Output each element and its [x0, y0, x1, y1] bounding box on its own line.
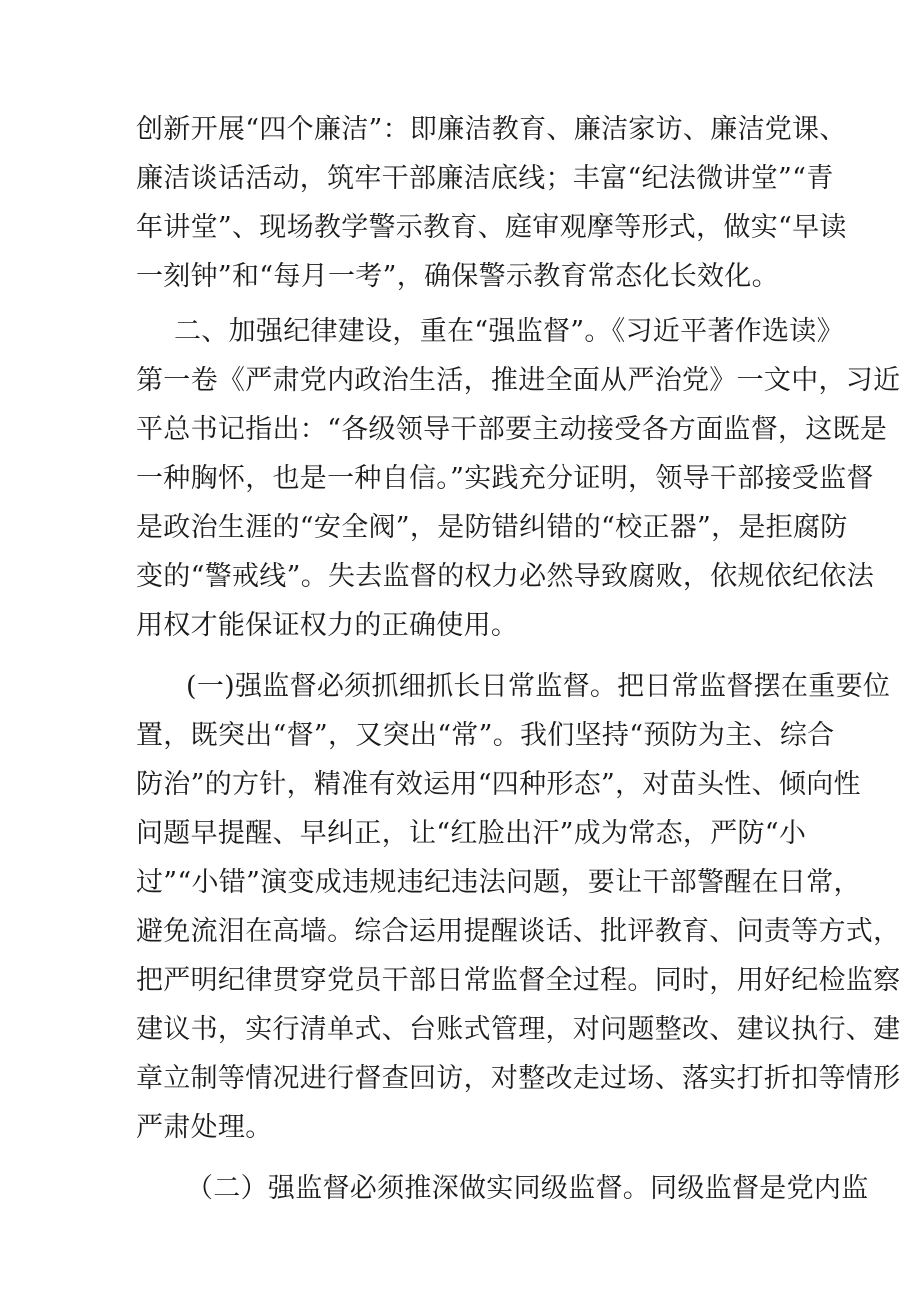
paragraph-1-line-1: 创新开展“四个廉洁”：即廉洁教育、廉洁家访、廉洁党课、 [136, 114, 847, 145]
paragraph-2-line-7: 用权才能保证权力的正确使用。 [136, 610, 519, 641]
paragraph-1 [136, 105, 847, 301]
paragraph-3-line-4: 问题早提醒、早纠正，让“红脸出汗”成为常态，严防“小 [136, 818, 807, 849]
paragraph-3-line-9: 章立制等情况进行督查回访，对整改走过场、落实打折扣等情形 [136, 1063, 901, 1094]
paragraph-4-line-1: （二）强监督必须推深做实同级监督。同级监督是党内监 [186, 1173, 869, 1204]
paragraph-3-line-5: 过”“小错”演变成违规违纪违法问题，要让干部警醒在日常， [136, 867, 861, 898]
paragraph-1-line-4: 一刻钟”和“每月一考”，确保警示教育常态化长效化。 [136, 261, 779, 292]
paragraph-2-line-3: 平总书记指出：“各级领导干部要主动接受各方面监督，这既是 [136, 414, 888, 445]
paragraph-3-line-8: 建议书，实行清单式、台账式管理，对问题整改、建议执行、建 [136, 1014, 901, 1045]
paragraph-3-line-3: 防治”的方针，精准有效运用“四种形态”，对苗头性、倾向性 [136, 769, 861, 800]
paragraph-2-line-5: 是政治生涯的“安全阀”，是防错纠错的“校正器”，是拒腐防 [136, 512, 848, 543]
document-body [136, 105, 901, 1213]
paragraph-3-line-2: 置，既突出“督”，又突出“常”。我们坚持“预防为主、综合 [136, 720, 835, 751]
paragraph-2-line-6: 变的“警戒线”。失去监督的权力必然导致腐败，依规依纪依法 [136, 561, 875, 592]
paragraph-3-line-6: 避免流泪在高墙。综合运用提醒谈话、批评教育、问责等方式， [136, 916, 901, 947]
paragraph-2-line-4: 一种胸怀，也是一种自信。”实践充分证明，领导干部接受监督 [136, 463, 874, 494]
paragraph-3-line-10: 严肃处理。 [136, 1112, 273, 1143]
paragraph-3-line-7: 把严明纪律贯穿党员干部日常监督全过程。同时，用好纪检监察 [136, 965, 901, 996]
paragraph-3-line-1: (一)强监督必须抓细抓长日常监督。把日常监督摆在重要位 [186, 671, 891, 702]
paragraph-2-line-2: 第一卷《严肃党内政治生活，推进全面从严治党》一文中，习近 [136, 365, 901, 396]
paragraph-4 [136, 1164, 869, 1213]
paragraph-3 [136, 662, 901, 1152]
paragraph-1-line-2: 廉洁谈话活动，筑牢干部廉洁底线；丰富“纪法微讲堂”“青 [136, 163, 834, 194]
paragraph-2-line-1: 二、加强纪律建设，重在“强监督”。《习近平著作选读》 [174, 316, 844, 347]
paragraph-1-line-3: 年讲堂”、现场教学警示教育、庭审观摩等形式，做实“早读 [136, 212, 847, 243]
paragraph-2 [136, 307, 901, 650]
